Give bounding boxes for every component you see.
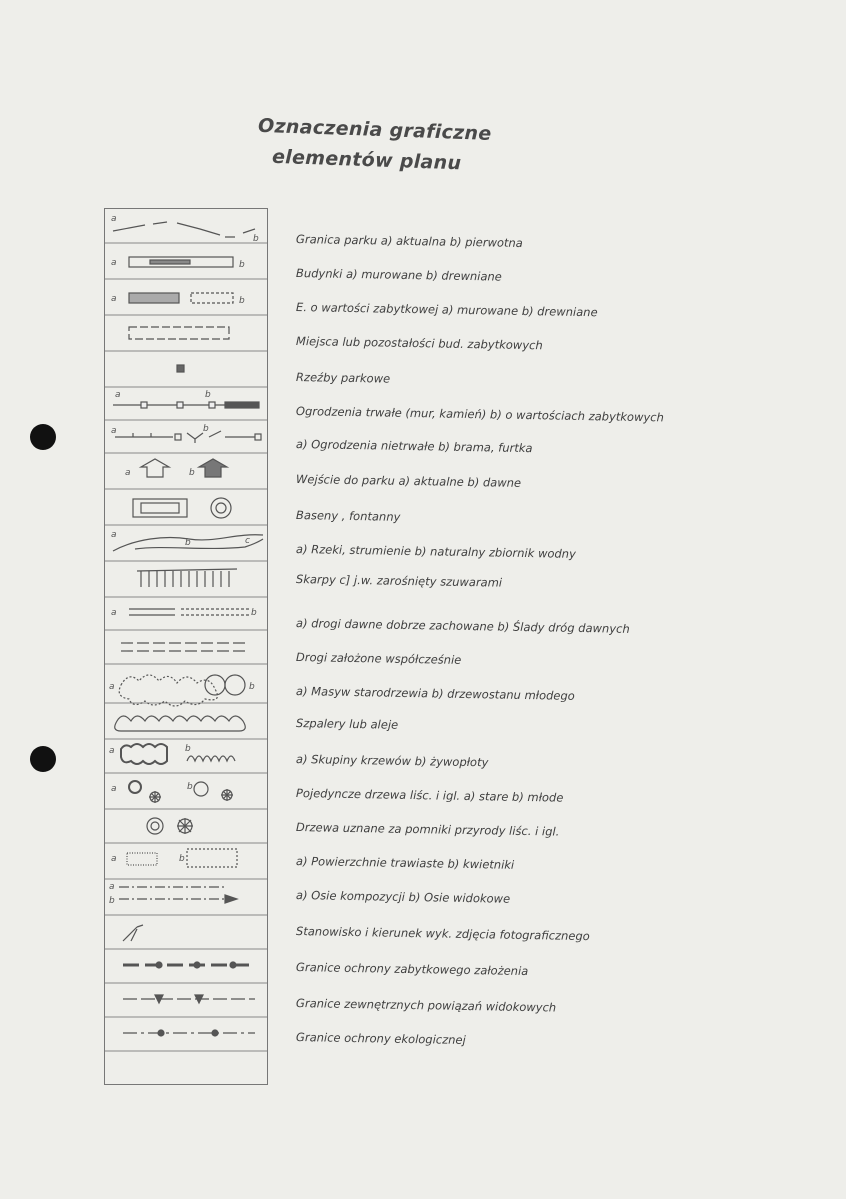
svg-text:b: b <box>239 260 245 270</box>
svg-text:b: b <box>239 296 245 306</box>
legend-desc-shrubs-hedges: a) Skupiny krzewów b) żywopłoty <box>295 752 489 770</box>
legend-desc-tree-masses: a) Masyw starodrzewia b) drzewostanu młodego <box>295 684 575 703</box>
svg-text:b: b <box>251 608 257 618</box>
svg-text:c: c <box>245 536 250 546</box>
legend-desc-historic-buildings: E. o wartości zabytkowej a) murowane b) drewniane <box>295 300 598 320</box>
svg-text:a: a <box>111 854 117 864</box>
punch-hole-bottom <box>30 746 56 772</box>
legend-desc-lawns-flowerbeds: a) Powierzchnie trawiaste b) kwietniki <box>295 854 515 872</box>
svg-text:a: a <box>111 214 117 224</box>
svg-text:b: b <box>109 896 115 906</box>
legend-desc-alleys: Szpalery lub aleje <box>295 716 399 732</box>
svg-text:a: a <box>109 882 115 892</box>
svg-text:b: b <box>185 538 191 548</box>
svg-text:b: b <box>253 234 259 244</box>
legend-desc-sculptures: Rzeźby parkowe <box>295 370 391 386</box>
title-line-1: Oznaczenia graficzne <box>257 114 492 145</box>
legend-desc-permanent-fences: Ogrodzenia trwałe (mur, kamień) b) o wartościach zabytkowych <box>295 404 664 425</box>
svg-text:a: a <box>111 530 117 540</box>
svg-text:b: b <box>249 682 255 692</box>
svg-text:b: b <box>185 744 191 754</box>
legend-desc-buildings: Budynki a) murowane b) drewniane <box>295 266 502 284</box>
svg-text:a: a <box>125 468 131 478</box>
legend-desc-modern-roads: Drogi założone współcześnie <box>295 650 462 667</box>
svg-text:b: b <box>187 782 193 792</box>
legend-desc-building-remains: Miejsca lub pozostałości bud. zabytkowych <box>295 334 543 353</box>
svg-text:b: b <box>203 424 209 434</box>
legend-desc-monument-trees: Drzewa uznane za pomniki przyrody liśc. i igl. <box>295 820 560 839</box>
svg-text:b: b <box>205 390 211 400</box>
legend-desc-old-roads: a) drogi dawne dobrze zachowane b) Ślady dróg dawnych <box>295 616 630 636</box>
legend-symbol-table <box>104 208 268 1085</box>
svg-text:a: a <box>111 258 117 268</box>
legend-desc-escarpments: Skarpy c] j.w. zarośnięty szuwarami <box>295 572 503 590</box>
svg-text:b: b <box>189 468 195 478</box>
legend-desc-rivers: a) Rzeki, strumienie b) naturalny zbiornik wodny <box>295 542 576 561</box>
legend-desc-ecological-protection: Granice ochrony ekologicznej <box>295 1030 466 1047</box>
legend-desc-park-entrance: Wejście do parku a) aktualne b) dawne <box>295 472 522 490</box>
legend-desc-pools-fountains: Baseny , fontanny <box>295 508 401 524</box>
svg-text:a: a <box>111 784 117 794</box>
svg-text:a: a <box>109 746 115 756</box>
svg-text:a: a <box>109 682 115 692</box>
legend-desc-view-connections: Granice zewnętrznych powiązań widokowych <box>295 996 557 1015</box>
svg-text:a: a <box>111 426 117 436</box>
legend-desc-single-trees: Pojedyncze drzewa liśc. i igl. a) stare b) młode <box>295 786 564 805</box>
svg-text:a: a <box>111 294 117 304</box>
legend-symbols <box>105 209 267 1084</box>
legend-desc-photo-position: Stanowisko i kierunek wyk. zdjęcia fotograficznego <box>295 924 590 944</box>
legend-desc-temporary-fences: a) Ogrodzenia nietrwałe b) brama, furtka <box>295 437 533 456</box>
svg-text:b: b <box>179 854 185 864</box>
svg-text:a: a <box>111 608 117 618</box>
legend-desc-park-boundary: Granica parku a) aktualna b) pierwotna <box>295 232 523 250</box>
legend-desc-axes: a) Osie kompozycji b) Osie widokowe <box>295 888 511 906</box>
punch-hole-top <box>30 424 56 450</box>
legend-desc-monument-protection: Granice ochrony zabytkowego założenia <box>295 960 529 979</box>
svg-text:a: a <box>115 390 121 400</box>
title-line-2: elementów planu <box>271 145 462 175</box>
